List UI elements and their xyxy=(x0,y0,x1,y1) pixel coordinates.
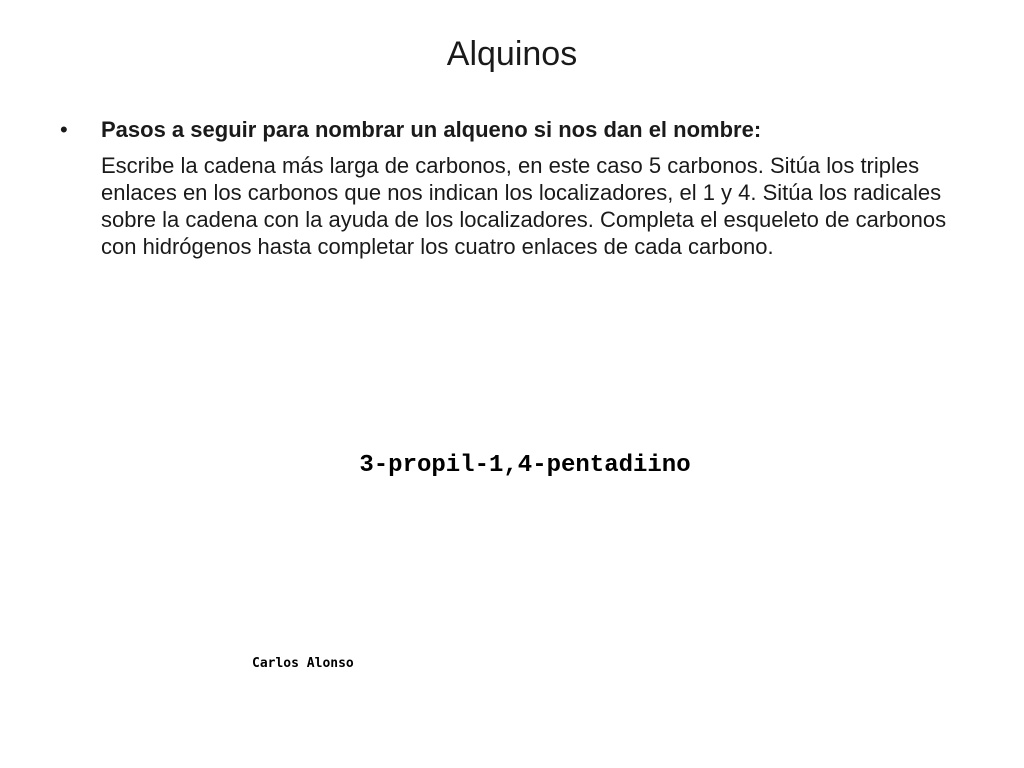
bullet-body-text: Escribe la cadena más larga de carbonos, en este caso 5 carbonos. Sitúa los triples enlaces en los carbonos que nos indican los localizadores, el 1 y 4. Sitúa los radicales sobre la cadena con la ayuda de los localizadores. Completa el esqueleto de carbonos con hidrógenos hasta completar los cuatro enlaces de cada carbono. xyxy=(101,153,947,259)
slide-title: Alquinos xyxy=(446,35,578,73)
bullet-marker: • xyxy=(60,117,68,142)
compound-name: 3-propil-1,4-pentadiino xyxy=(359,452,691,479)
author-credit: Carlos Alonso xyxy=(252,656,354,671)
bullet-heading: Pasos a seguir para nombrar un alqueno si nos dan el nombre: xyxy=(101,117,762,142)
